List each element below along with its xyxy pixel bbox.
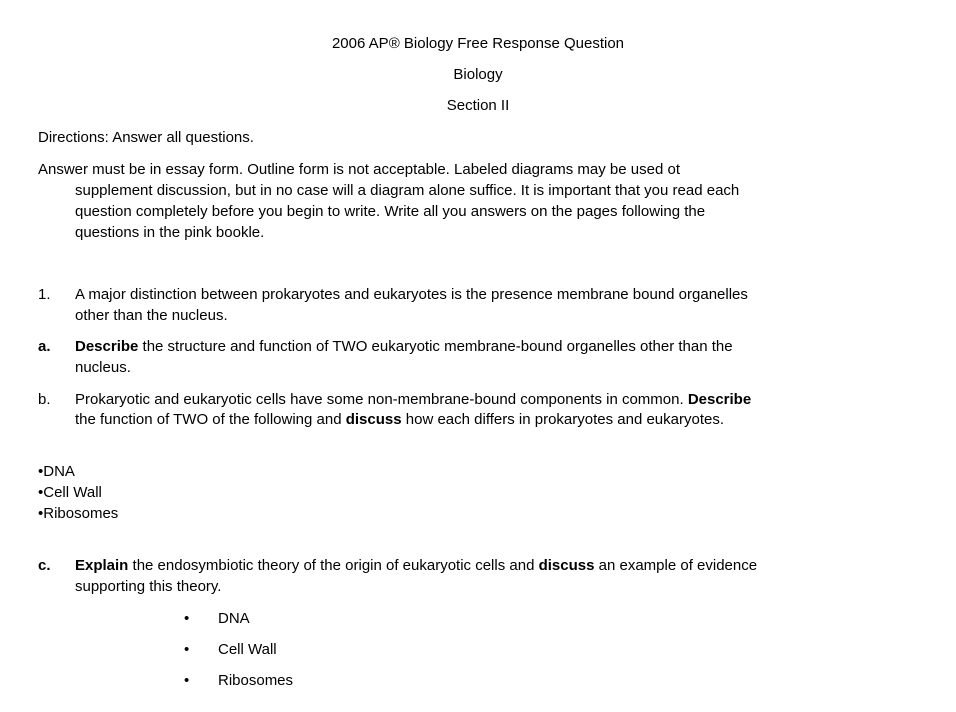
list-item: •Cell Wall [38, 484, 102, 501]
question-text-line-2: other than the nucleus. [75, 307, 228, 324]
directions-line-2: supplement discussion, but in no case will a diagram alone suffice. It is important that you read each [75, 182, 740, 199]
part-c-label: c. [38, 557, 51, 574]
part-c-verb-2: discuss [538, 557, 595, 574]
subject-heading: Biology [453, 66, 503, 83]
part-b-line-1 [75, 389, 751, 410]
part-b-verb-2: discuss [345, 411, 402, 428]
part-b-line-2-pre: the function of TWO of the following and [75, 411, 346, 428]
part-b-label: b. [38, 391, 51, 408]
list-item: Ribosomes [218, 672, 294, 689]
list-item: •Ribosomes [38, 505, 119, 522]
bullet-icon: • [184, 672, 190, 689]
bullet-icon: • [184, 641, 190, 658]
part-a-line-1-rest: the structure and function of TWO eukaryotic membrane-bound organelles other than the [138, 338, 733, 355]
part-b-line-1-text: Prokaryotic and eukaryotic cells have some non-membrane-bound components in common. [75, 391, 688, 408]
part-a-line-1 [75, 336, 733, 357]
list-item: •DNA [38, 463, 75, 480]
list-item: DNA [218, 610, 250, 627]
directions-line: Directions: Answer all questions. [38, 129, 254, 146]
part-a-line-2: nucleus. [75, 359, 131, 376]
directions-line-4: questions in the pink bookle. [75, 224, 265, 241]
bullet-icon: • [184, 610, 190, 627]
list-item: Cell Wall [218, 641, 277, 658]
part-a-label: a. [38, 338, 51, 355]
question-text-line-1: A major distinction between prokaryotes and eukaryotes is the presence membrane bound organelles [75, 286, 748, 303]
question-number: 1. [38, 286, 51, 303]
part-a-verb: Describe [75, 338, 139, 355]
part-c-line-1-post: an example of evidence [594, 557, 758, 574]
part-c-verb-1: Explain [75, 557, 129, 574]
part-c-line-1 [75, 555, 757, 576]
directions-line-3: question completely before you begin to write. Write all you answers on the pages following the [75, 203, 706, 220]
part-b-line-2 [75, 409, 724, 430]
part-b-verb-1: Describe [687, 391, 752, 408]
part-b-line-2-post: how each differs in prokaryotes and eukaryotes. [401, 411, 724, 428]
page-title: 2006 AP® Biology Free Response Question [331, 35, 625, 52]
directions-line-1: Answer must be in essay form. Outline form is not acceptable. Labeled diagrams may be used ot [38, 161, 680, 178]
part-c-line-2: supporting this theory. [75, 578, 222, 595]
section-heading: Section II [446, 97, 510, 114]
part-c-line-1-mid: the endosymbiotic theory of the origin of eukaryotic cells and [128, 557, 539, 574]
